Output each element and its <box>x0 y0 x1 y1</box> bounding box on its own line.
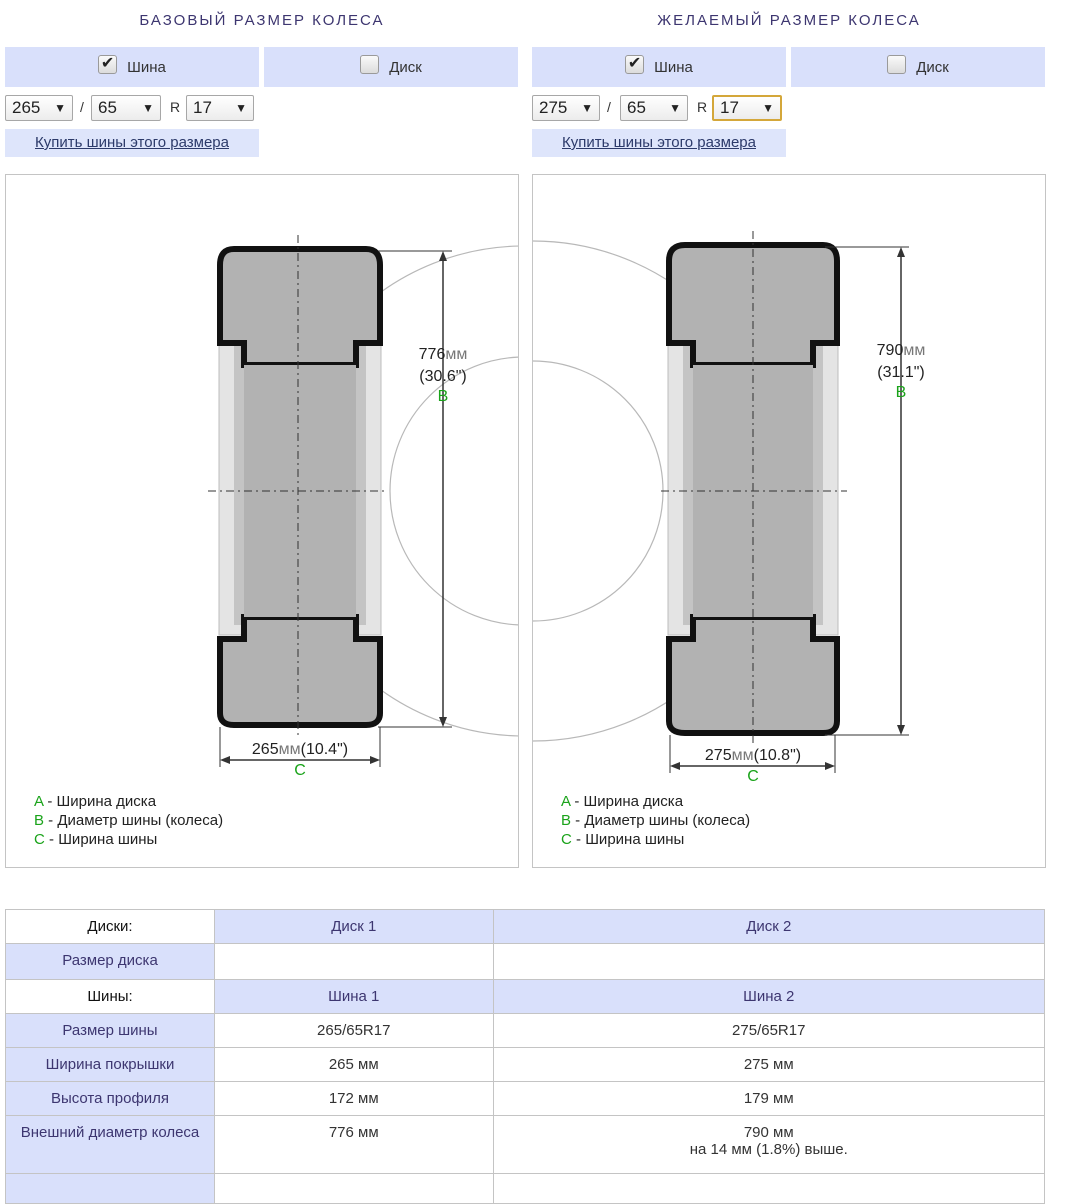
tire2-diameter: 790 мм <box>743 1124 794 1141</box>
table-row <box>6 1014 1045 1048</box>
arrow-down-icon <box>897 725 905 735</box>
desired-size-title: ЖЕЛАЕМЫЙ РАЗМЕР КОЛЕСА <box>657 12 921 29</box>
diameter-difference-note: на 14 мм (1.8%) выше. <box>689 1141 848 1158</box>
rim-select[interactable] <box>186 95 254 121</box>
table-row <box>6 1116 1045 1174</box>
tire-toggle[interactable] <box>532 47 786 87</box>
diameter-label: 790мм <box>876 342 926 359</box>
legend-item-b: B - Диаметр шины (колеса) <box>34 812 224 829</box>
tire2-value: 275/65R17 <box>493 1014 1045 1048</box>
tire2-value: 275 мм <box>493 1048 1045 1082</box>
arrow-down-icon <box>439 717 447 727</box>
row-label: Ширина покрышки <box>6 1048 215 1082</box>
disc2-header: Диск 2 <box>493 910 1045 944</box>
disc-toggle-label: Диск <box>389 58 422 76</box>
legend-item-a: A - Ширина диска <box>34 793 157 810</box>
table-row <box>6 1048 1045 1082</box>
legend-item-b: B - Диаметр шины (колеса) <box>561 812 751 829</box>
tire-diagram <box>5 174 519 868</box>
tire1-value: 265 мм <box>215 1048 494 1082</box>
label-c: C <box>294 762 306 779</box>
base-size-title: БАЗОВЫЙ РАЗМЕР КОЛЕСА <box>139 12 385 29</box>
arrow-left-icon <box>670 762 680 770</box>
tire2-value <box>493 1116 1045 1174</box>
profile-select-value: 65 <box>627 98 646 117</box>
tire1-value <box>215 1174 494 1204</box>
width-select[interactable] <box>532 95 600 121</box>
rim-select[interactable] <box>712 95 782 121</box>
discs-header: Диски: <box>6 910 215 944</box>
tire1-value: 172 мм <box>215 1082 494 1116</box>
label-b: B <box>895 384 907 401</box>
slash-separator: / <box>607 99 611 115</box>
inner-circle <box>390 357 518 625</box>
tire1-value: 776 мм <box>215 1116 494 1174</box>
tire-checkbox[interactable]: ✔ <box>625 55 644 74</box>
width-select-value: 275 <box>539 98 568 117</box>
disc-toggle[interactable] <box>264 47 518 87</box>
r-label: R <box>170 99 181 115</box>
disc-toggle[interactable] <box>791 47 1045 87</box>
tire-toggle[interactable] <box>5 47 259 87</box>
diameter-inch-label: (30.6") <box>419 368 467 385</box>
legend-item-c: C - Ширина шины <box>561 831 685 848</box>
disc1-header: Диск 1 <box>215 910 494 944</box>
profile-select-value: 65 <box>98 98 117 117</box>
buy-tires-link[interactable]: Купить шины этого размера <box>5 129 259 157</box>
disc-checkbox[interactable] <box>887 55 906 74</box>
arrow-up-icon <box>897 247 905 257</box>
profile-select[interactable] <box>620 95 688 121</box>
rim-select-value: 17 <box>193 98 212 117</box>
row-label: Размер шины <box>6 1014 215 1048</box>
width-label: 275мм(10.8") <box>704 747 802 764</box>
tire-diagram-svg <box>6 175 518 867</box>
tire1-header: Шина 1 <box>215 980 494 1014</box>
legend-item-c: C - Ширина шины <box>34 831 158 848</box>
row-label <box>6 1174 215 1204</box>
table-row <box>6 1082 1045 1116</box>
legend <box>561 792 750 849</box>
tire-checkbox[interactable]: ✔ <box>98 55 117 74</box>
chevron-down-icon: ▼ <box>581 101 593 115</box>
arrow-right-icon <box>825 762 835 770</box>
comparison-table <box>5 909 1045 1204</box>
table-row <box>6 980 1045 1014</box>
legend <box>34 792 223 849</box>
table-row <box>6 910 1045 944</box>
legend-item-a: A - Ширина диска <box>561 793 684 810</box>
diameter-label: 776мм <box>418 346 468 363</box>
tire2-value <box>493 1174 1045 1204</box>
width-select-value: 265 <box>12 98 41 117</box>
table-row <box>6 944 1045 980</box>
tire-toggle-label: Шина <box>127 58 166 76</box>
table-row <box>6 1174 1045 1204</box>
tire-diagram-svg <box>533 175 1045 867</box>
label-c: C <box>747 768 759 785</box>
arrow-up-icon <box>439 251 447 261</box>
tires-header: Шины: <box>6 980 215 1014</box>
disc-checkbox[interactable] <box>360 55 379 74</box>
rim-select-value: 17 <box>720 98 739 117</box>
row-label: Высота профиля <box>6 1082 215 1116</box>
inner-circle <box>533 361 663 621</box>
slash-separator: / <box>80 99 84 115</box>
chevron-down-icon: ▼ <box>235 101 247 115</box>
chevron-down-icon: ▼ <box>669 101 681 115</box>
tire-toggle-label: Шина <box>654 58 693 76</box>
disc-size-label: Размер диска <box>6 944 215 980</box>
disc1-size <box>215 944 494 980</box>
arrow-left-icon <box>220 756 230 764</box>
row-label: Внешний диаметр колеса <box>6 1116 215 1174</box>
width-select[interactable] <box>5 95 73 121</box>
buy-tires-link[interactable]: Купить шины этого размера <box>532 129 786 157</box>
chevron-down-icon: ▼ <box>54 101 66 115</box>
chevron-down-icon: ▼ <box>762 101 774 115</box>
label-b: B <box>437 388 449 405</box>
profile-select[interactable] <box>91 95 161 121</box>
tire-diagram <box>532 174 1046 868</box>
width-label: 265мм(10.4") <box>251 741 349 758</box>
arrow-right-icon <box>370 756 380 764</box>
disc2-size <box>493 944 1045 980</box>
tire2-value: 179 мм <box>493 1082 1045 1116</box>
tire2-header: Шина 2 <box>493 980 1045 1014</box>
diameter-inch-label: (31.1") <box>877 364 925 381</box>
r-label: R <box>697 99 708 115</box>
disc-toggle-label: Диск <box>916 58 949 76</box>
tire1-value: 265/65R17 <box>215 1014 494 1048</box>
chevron-down-icon: ▼ <box>142 101 154 115</box>
